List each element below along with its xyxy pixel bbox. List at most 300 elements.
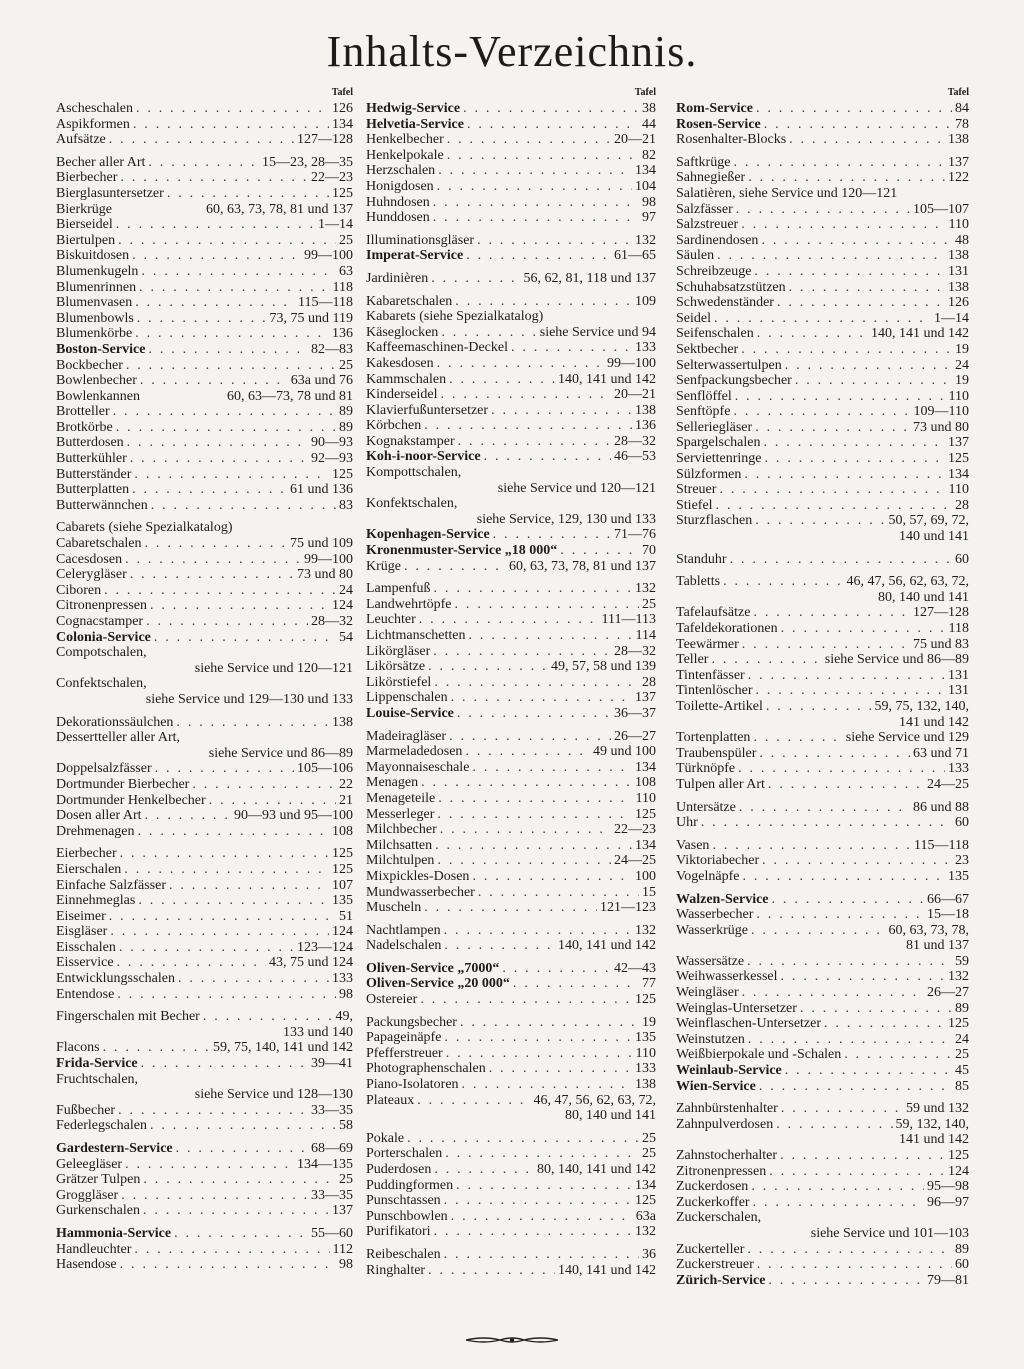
leader-dots xyxy=(764,117,952,133)
entry-name: Salatièren, siehe Service und 120—121 xyxy=(676,185,898,201)
entry-page: 60 xyxy=(955,1257,969,1273)
entry-page: 36—37 xyxy=(614,705,656,721)
entry-page: 24—25 xyxy=(614,853,656,869)
entry-name: Schuhabsatzstützen xyxy=(676,279,786,295)
entry-continuation: 141 und 142 xyxy=(899,714,969,730)
leader-dots xyxy=(757,326,868,342)
entry-name: Blumenkugeln xyxy=(56,263,139,279)
leader-dots xyxy=(178,971,329,987)
entry-name: Drehmenagen xyxy=(56,823,135,839)
entry-page: 138 xyxy=(948,132,969,148)
entry-name: Kopenhagen-Service xyxy=(366,527,490,543)
entry-name: Fingerschalen mit Becher xyxy=(56,1009,200,1025)
entry-name: Hasendose xyxy=(56,1257,117,1273)
index-entry xyxy=(366,248,656,264)
leader-dots xyxy=(133,117,329,133)
leader-dots xyxy=(764,435,946,451)
index-entry xyxy=(366,309,656,325)
entry-name: Traubenspüler xyxy=(676,745,757,761)
leader-dots xyxy=(132,482,287,498)
entry-name: Papageinäpfe xyxy=(366,1030,442,1046)
entry-page: 112 xyxy=(332,1241,353,1257)
index-entry xyxy=(56,808,353,824)
index-entry xyxy=(56,598,353,614)
index-entry xyxy=(56,1242,353,1258)
section-gap xyxy=(676,831,969,838)
entry-page: 137 xyxy=(948,154,969,170)
index-entry xyxy=(366,1093,656,1109)
entry-name: Uhr xyxy=(676,815,698,831)
index-entry xyxy=(366,807,656,823)
entry-name: Eierbecher xyxy=(56,846,117,862)
leader-dots xyxy=(765,451,945,467)
entry-name: Selterwassertulpen xyxy=(676,357,782,373)
index-entry xyxy=(56,893,353,909)
index-entry xyxy=(676,985,969,1001)
entry-name: Fußbecher xyxy=(56,1102,116,1118)
entry-name: Senfpackungsbecher xyxy=(676,373,792,389)
index-entry xyxy=(676,838,969,854)
section-gap xyxy=(56,708,353,715)
entry-name: Celerygläser xyxy=(56,567,127,583)
entry-page: 75 und 109 xyxy=(290,536,353,552)
leader-dots xyxy=(741,217,945,233)
index-entry xyxy=(676,101,969,117)
index-entry xyxy=(56,482,353,498)
entry-page: 48 xyxy=(955,232,969,248)
entry-page: 138 xyxy=(635,402,656,418)
leader-dots xyxy=(155,761,294,777)
index-entry xyxy=(366,1030,656,1046)
index-entry xyxy=(676,652,969,668)
entry-name: Leuchter xyxy=(366,612,416,628)
entry-page: 125 xyxy=(948,1016,969,1032)
index-entry xyxy=(676,954,969,970)
entry-name: Cabaretschalen xyxy=(56,536,142,552)
index-entry xyxy=(676,683,969,699)
entry-name: Zuckerkoffer xyxy=(676,1194,750,1210)
index-entry xyxy=(56,1118,353,1134)
entry-page: 138 xyxy=(948,279,969,295)
leader-dots xyxy=(109,909,336,925)
leader-dots xyxy=(484,449,611,465)
entry-page: 92—93 xyxy=(311,451,353,467)
entry-page: 1—14 xyxy=(318,217,353,233)
entry-name: Porterschalen xyxy=(366,1146,443,1162)
leader-dots xyxy=(150,598,329,614)
leader-dots xyxy=(457,706,611,722)
index-entry xyxy=(676,730,969,746)
leader-dots xyxy=(762,853,952,869)
entry-name: Rosen-Service xyxy=(676,116,761,132)
entry-page: 89 xyxy=(339,404,353,420)
entry-page: 63 xyxy=(339,263,353,279)
leader-dots xyxy=(154,630,336,646)
entry-name: Sturzflaschen xyxy=(676,513,753,529)
index-entry xyxy=(366,992,656,1008)
leader-dots xyxy=(469,628,633,644)
entry-name: Zahnstocherhalter xyxy=(676,1148,778,1163)
entry-name: Wasserbecher xyxy=(676,907,754,923)
index-entry xyxy=(366,1162,656,1178)
index-entry xyxy=(366,1247,656,1263)
tafel-header: Tafel xyxy=(947,87,969,98)
entry-page: 59 und 132 xyxy=(906,1101,969,1117)
leader-dots xyxy=(434,1162,534,1178)
leader-dots xyxy=(455,294,632,310)
entry-page: 138 xyxy=(332,714,353,730)
leader-dots xyxy=(769,1164,945,1180)
index-entry xyxy=(366,1077,656,1093)
section-gap xyxy=(56,513,353,520)
leader-dots xyxy=(116,217,315,233)
entry-page: 110 xyxy=(948,217,969,233)
entry-page: 59, 75, 140, 141 und 142 xyxy=(213,1040,353,1056)
section-gap xyxy=(366,954,656,961)
leader-dots xyxy=(748,170,945,186)
entry-name: Brotteller xyxy=(56,404,110,420)
index-entry xyxy=(56,117,353,133)
leader-dots xyxy=(440,822,611,838)
entry-name: Ostereier xyxy=(366,992,418,1008)
entry-name: Hammonia-Service xyxy=(56,1225,172,1241)
entry-page: 49, 57, 58 und 139 xyxy=(551,659,656,675)
entry-page: 90—93 xyxy=(311,435,353,451)
index-entry xyxy=(366,938,656,954)
index-entry xyxy=(56,1157,353,1173)
entry-page: 82 xyxy=(642,147,656,163)
index-entry xyxy=(56,715,353,731)
entry-name: Lichtmanschetten xyxy=(366,628,466,643)
index-entry xyxy=(56,824,353,840)
entry-name: Flacons xyxy=(56,1040,100,1056)
leader-dots xyxy=(424,418,632,434)
leader-dots xyxy=(766,699,872,715)
entry-page: 109—110 xyxy=(913,404,969,420)
entry-name: Eisschalen xyxy=(56,939,116,955)
entry-continuation: siehe Service und 120—121 xyxy=(194,660,353,676)
entry-name: Aufsätze xyxy=(56,132,106,148)
leader-dots xyxy=(140,373,288,389)
entry-name: Piano-Isolatoren xyxy=(366,1077,459,1093)
leader-dots xyxy=(417,1093,530,1109)
leader-dots xyxy=(437,179,632,195)
entry-page: 89 xyxy=(339,419,353,435)
index-entry xyxy=(366,706,656,722)
leader-dots xyxy=(795,373,952,389)
entry-name: Kronenmuster-Service „18 000“ xyxy=(366,543,558,559)
index-entry xyxy=(366,1209,656,1225)
leader-dots xyxy=(768,777,924,793)
entry-page: 63 und 71 xyxy=(913,745,969,761)
index-entry xyxy=(366,434,656,450)
entry-name: Reibeschalen xyxy=(366,1246,441,1262)
leader-dots xyxy=(444,1247,639,1263)
entry-page: 110 xyxy=(635,1045,656,1061)
index-entry xyxy=(676,777,969,793)
entry-page: 132 xyxy=(948,969,969,985)
entry-name: Oliven-Service „7000“ xyxy=(366,960,500,976)
leader-dots xyxy=(756,101,952,117)
entry-name: Streuer xyxy=(676,482,717,498)
leader-dots xyxy=(130,567,294,583)
leader-dots xyxy=(407,1131,639,1147)
entry-page: 132 xyxy=(635,581,656,597)
entry-name: Biertulpen xyxy=(56,232,116,248)
entry-name: Säulen xyxy=(676,248,715,264)
entry-page: 50, 57, 69, 72, xyxy=(888,513,969,529)
leader-dots xyxy=(125,1157,294,1173)
entry-page: 105—106 xyxy=(297,761,353,777)
entry-page: 134 xyxy=(635,837,656,853)
entry-name: Kabarets (siehe Spezialkatalog) xyxy=(366,309,544,325)
entry-continuation: 133 und 140 xyxy=(283,1024,353,1040)
index-entry xyxy=(676,605,969,621)
index-entry xyxy=(676,342,969,358)
entry-name: Jardinièren xyxy=(366,270,429,286)
entry-page: 124 xyxy=(948,1163,969,1179)
leader-dots xyxy=(438,163,632,179)
leader-dots xyxy=(781,969,945,985)
entry-name: Blumenvasen xyxy=(56,295,133,311)
leader-dots xyxy=(444,1193,632,1209)
section-gap xyxy=(366,1240,656,1247)
entry-name: Ascheschalen xyxy=(56,101,133,116)
entry-name: Bierglasuntersetzer xyxy=(56,185,164,201)
leader-dots xyxy=(404,559,506,575)
index-entry xyxy=(366,179,656,195)
entry-page: 110 xyxy=(948,388,969,404)
entry-page: 97 xyxy=(642,210,656,226)
leader-dots xyxy=(110,924,329,940)
entry-page: 46—53 xyxy=(614,449,656,465)
leader-dots xyxy=(716,498,952,514)
index-entry xyxy=(366,822,656,838)
leader-dots xyxy=(735,389,946,405)
entry-page: 125 xyxy=(635,806,656,822)
entry-name: Vasen xyxy=(676,837,710,853)
entry-page: 49 und 100 xyxy=(593,744,656,760)
entry-name: Kammschalen xyxy=(366,371,447,387)
entry-name: Serviettenringe xyxy=(676,451,762,467)
index-entry xyxy=(366,775,656,791)
index-entry xyxy=(676,869,969,885)
leader-dots xyxy=(768,1273,924,1289)
entry-name: Landwehrtöpfe xyxy=(366,596,452,612)
leader-dots xyxy=(441,387,611,403)
entry-continuation: siehe Service und 120—121 xyxy=(497,480,656,496)
index-entry xyxy=(366,325,656,341)
entry-name: Milchsatten xyxy=(366,837,433,853)
entry-page: 22 xyxy=(339,776,353,792)
entry-page: 79—81 xyxy=(927,1272,969,1288)
entry-name: Käseglocken xyxy=(366,324,439,340)
entry-page: 125 xyxy=(332,185,353,201)
entry-page: 25 xyxy=(642,1130,656,1146)
entry-page: 1—14 xyxy=(934,310,969,326)
leader-dots xyxy=(428,659,548,675)
entry-name: Blumenrinnen xyxy=(56,279,137,295)
entry-name: Punschbowlen xyxy=(366,1208,448,1224)
entry-continuation: 140 und 141 xyxy=(899,529,969,545)
entry-page: 45 xyxy=(955,1063,969,1079)
entry-continuation: siehe Service, 129, 130 und 133 xyxy=(476,511,656,527)
entry-name: Bowlenkannen xyxy=(56,388,140,404)
index-entry xyxy=(676,155,969,171)
index-entry xyxy=(676,574,969,590)
index-entry xyxy=(366,961,656,977)
entry-name: Wasserkrüge xyxy=(676,922,748,938)
index-entry xyxy=(366,449,656,465)
leader-dots xyxy=(466,248,611,264)
index-entry xyxy=(56,793,353,809)
index-entry xyxy=(676,1195,969,1211)
leader-dots xyxy=(104,583,336,599)
leader-dots xyxy=(444,923,632,939)
entry-page: 125 xyxy=(332,861,353,877)
index-entry xyxy=(366,148,656,164)
index-entry xyxy=(366,387,656,403)
entry-name: Tortenplatten xyxy=(676,730,751,746)
leader-dots xyxy=(148,342,308,358)
index-entry xyxy=(366,1263,656,1279)
entry-name: Bowlenbecher xyxy=(56,373,137,389)
entry-name: Teller xyxy=(676,652,709,668)
entry-name: Frida-Service xyxy=(56,1056,138,1072)
index-entry xyxy=(366,418,656,434)
entry-name: Salzstreuer xyxy=(676,217,739,233)
index-entry xyxy=(366,271,656,287)
entry-name: Butterwännchen xyxy=(56,497,148,513)
index-entry xyxy=(56,1072,353,1088)
index-entry xyxy=(366,581,656,597)
index-entry xyxy=(56,971,353,987)
entry-name: Selleriegläser xyxy=(676,419,753,435)
entry-page: 24 xyxy=(955,1031,969,1047)
entry-name: Teewärmer xyxy=(676,636,739,652)
entry-name: Honigdosen xyxy=(366,178,434,194)
entry-page: 109 xyxy=(635,293,656,309)
leader-dots xyxy=(711,652,821,668)
section-gap xyxy=(366,722,656,729)
leader-dots xyxy=(146,614,308,630)
entry-page: 28—32 xyxy=(614,433,656,449)
entry-page: 51 xyxy=(339,908,353,924)
entry-page: 115—118 xyxy=(914,837,969,853)
leader-dots xyxy=(456,1178,632,1194)
entry-page: 39—41 xyxy=(311,1056,353,1072)
leader-dots xyxy=(781,1101,903,1117)
entry-page: 115—118 xyxy=(298,295,353,311)
leader-dots xyxy=(759,1079,952,1095)
leader-dots xyxy=(431,271,520,287)
index-entry xyxy=(56,1056,353,1072)
index-entry xyxy=(56,155,353,171)
entry-page: siehe Service und 86—89 xyxy=(824,652,969,668)
entry-name: Sardinendosen xyxy=(676,232,759,248)
entry-name: Zahnbürstenhalter xyxy=(676,1101,778,1117)
index-entry xyxy=(676,668,969,684)
entry-page: 100 xyxy=(635,868,656,884)
leader-dots xyxy=(118,233,336,249)
index-entry xyxy=(56,520,353,536)
leader-dots xyxy=(462,1077,632,1093)
index-entry xyxy=(56,583,353,599)
index-entry xyxy=(56,862,353,878)
index-entry xyxy=(56,404,353,420)
index-entry xyxy=(56,217,353,233)
leader-dots xyxy=(451,690,632,706)
leader-dots xyxy=(772,892,924,908)
tafel-header: Tafel xyxy=(634,87,656,98)
index-entry xyxy=(366,729,656,745)
entry-name: Butterkühler xyxy=(56,451,127,467)
entry-name: Krüge xyxy=(366,558,401,574)
entry-name: Schwedenständer xyxy=(676,295,774,311)
entry-page: 42—43 xyxy=(614,960,656,976)
entry-page: 46, 47, 56, 62, 63, 72, xyxy=(533,1092,656,1108)
leader-dots xyxy=(117,987,336,1003)
entry-name: Doppelsalzfässer xyxy=(56,761,152,777)
entry-page: 99—100 xyxy=(607,355,656,371)
index-entry xyxy=(366,559,656,575)
section-gap xyxy=(366,1008,656,1015)
leader-dots xyxy=(120,170,308,186)
leader-dots xyxy=(511,340,632,356)
entry-name: Nachtlampen xyxy=(366,922,441,938)
entry-name: Eiseimer xyxy=(56,908,106,924)
entry-name: Tulpen aller Art xyxy=(676,776,765,792)
entry-name: Zuckerstreuer xyxy=(676,1257,754,1273)
entry-page: 85 xyxy=(955,1078,969,1094)
entry-page: 15—18 xyxy=(927,907,969,923)
leader-dots xyxy=(738,761,945,777)
entry-page: 126 xyxy=(332,101,353,116)
index-entry xyxy=(56,940,353,956)
entry-page: 125 xyxy=(332,466,353,482)
index-entry xyxy=(366,853,656,869)
index-entry xyxy=(56,645,353,661)
leader-dots xyxy=(132,248,301,264)
entry-page: 54 xyxy=(339,629,353,645)
entry-name: Citronenpressen xyxy=(56,598,147,614)
entry-page: 140, 141 und 142 xyxy=(558,938,656,954)
index-entry xyxy=(366,597,656,613)
entry-name: Sahnegießer xyxy=(676,170,746,186)
index-entry xyxy=(676,552,969,568)
entry-name: Milchtulpen xyxy=(366,853,435,869)
index-entry xyxy=(56,389,353,405)
entry-page: 59, 75, 132, 140, xyxy=(874,698,969,714)
index-entry xyxy=(676,264,969,280)
leader-dots xyxy=(513,976,639,992)
index-entry xyxy=(56,280,353,296)
entry-page: 60, 63, 73, 78, 81 und 137 xyxy=(206,201,353,217)
entry-name: Menageteile xyxy=(366,790,436,806)
entry-name: Packungsbecher xyxy=(366,1014,457,1030)
entry-name: Messerleger xyxy=(366,806,435,822)
leader-dots xyxy=(741,342,952,358)
section-gap xyxy=(366,287,656,294)
entry-name: Madeiragläser xyxy=(366,728,447,744)
leader-dots xyxy=(103,1040,210,1056)
entry-name: Boston-Service xyxy=(56,341,146,357)
entry-name: Walzen-Service xyxy=(676,891,769,907)
entry-name: Weihwasserkessel xyxy=(676,969,778,985)
index-entry xyxy=(56,1172,353,1188)
index-entry xyxy=(56,420,353,436)
index-entry xyxy=(56,761,353,777)
